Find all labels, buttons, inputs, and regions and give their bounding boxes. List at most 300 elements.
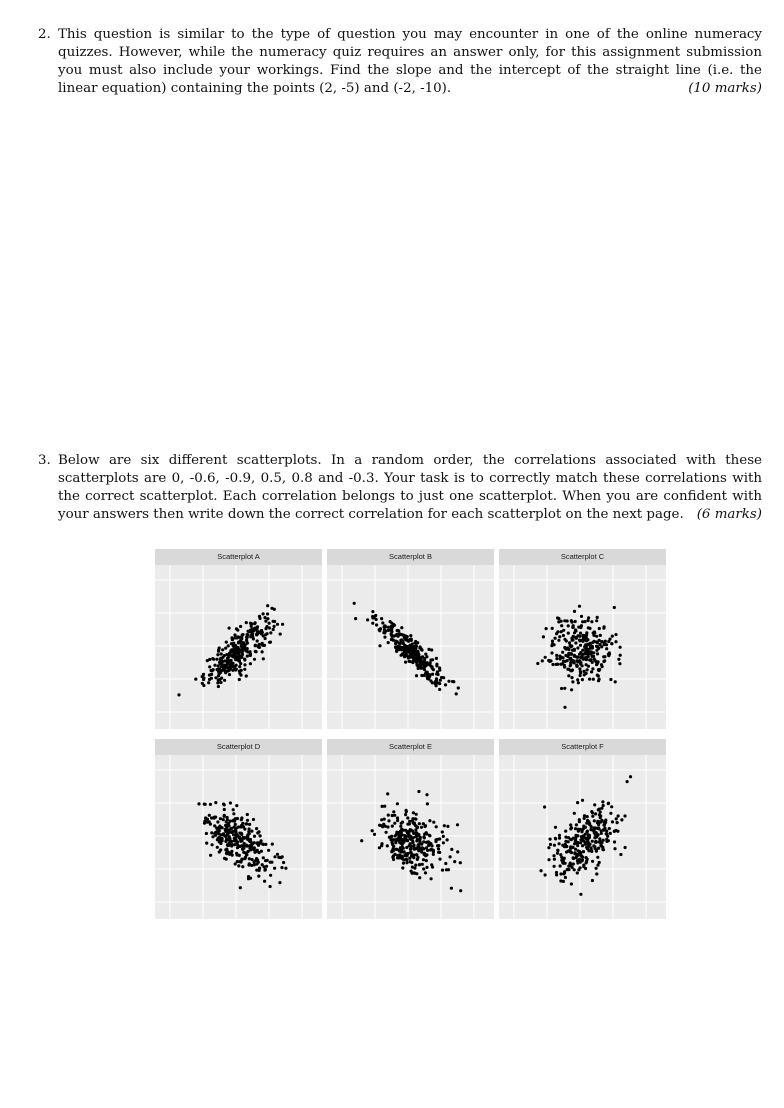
scatter-point (444, 683, 447, 686)
scatter-point (393, 822, 396, 825)
scatter-point (213, 664, 216, 667)
scatter-point (435, 825, 438, 828)
scatter-point (236, 629, 239, 632)
scatter-point (405, 852, 408, 855)
scatter-point (586, 650, 589, 653)
scatter-point (611, 820, 614, 823)
scatter-point (595, 640, 598, 643)
scatter-point (249, 662, 252, 665)
scatter-point (396, 816, 399, 819)
scatter-point (262, 856, 265, 859)
scatter-point (593, 659, 596, 662)
scatter-point (230, 659, 233, 662)
scatter-point (579, 626, 582, 629)
scatter-point (555, 663, 558, 666)
scatter-point (566, 668, 569, 671)
scatter-point (386, 844, 389, 847)
scatter-point (429, 661, 432, 664)
scatter-point (406, 816, 409, 819)
scatter-point (231, 638, 234, 641)
scatter-point (354, 617, 357, 620)
scatter-point (408, 660, 411, 663)
scatter-point (600, 645, 603, 648)
scatter-point (408, 835, 411, 838)
scatter-point (591, 840, 594, 843)
scatter-point (269, 641, 272, 644)
scatter-point (381, 825, 384, 828)
scatter-point (216, 681, 219, 684)
scatter-point (253, 658, 256, 661)
scatter-point (591, 811, 594, 814)
scatter-point (237, 659, 240, 662)
scatter-point (426, 677, 429, 680)
scatter-point (232, 655, 235, 658)
scatter-point (609, 678, 612, 681)
scatter-point (573, 812, 576, 815)
scatter-point (395, 831, 398, 834)
scatter-point (577, 681, 580, 684)
scatter-point (571, 680, 574, 683)
scatter-point (618, 662, 621, 665)
scatter-point (392, 858, 395, 861)
scatter-point (569, 661, 572, 664)
scatter-point (215, 658, 218, 661)
scatter-point (572, 659, 575, 662)
scatter-point (581, 836, 584, 839)
scatter-point (263, 880, 266, 883)
scatter-point (438, 688, 441, 691)
scatter-point (626, 780, 629, 783)
scatter-point (256, 849, 259, 852)
scatter-point (405, 830, 408, 833)
scatter-point (588, 834, 591, 837)
scatter-point (623, 814, 626, 817)
scatter-point (598, 861, 601, 864)
scatter-point (561, 844, 564, 847)
scatter-point (420, 826, 423, 829)
scatter-point (610, 805, 613, 808)
scatter-point (217, 648, 220, 651)
scatter-point (242, 847, 245, 850)
scatter-point (383, 818, 386, 821)
scatter-point (551, 627, 554, 630)
scatter-point (581, 678, 584, 681)
scatter-point (578, 605, 581, 608)
scatter-point (381, 621, 384, 624)
scatter-point (432, 668, 435, 671)
scatter-point (588, 843, 591, 846)
scatter-point (219, 817, 222, 820)
scatter-point (594, 841, 597, 844)
panel-title: Scatterplot A (155, 549, 322, 565)
scatter-point (243, 663, 246, 666)
scatter-point (411, 652, 414, 655)
scatter-point (177, 693, 180, 696)
scatter-point (279, 633, 282, 636)
scatter-point (387, 819, 390, 822)
scatter-point (415, 813, 418, 816)
scatter-point (228, 627, 231, 630)
scatter-point (405, 861, 408, 864)
scatter-point (591, 860, 594, 863)
scatter-point (256, 859, 259, 862)
scatter-point (230, 831, 233, 834)
scatter-point (389, 838, 392, 841)
scatter-point (422, 835, 425, 838)
scatter-point (387, 814, 390, 817)
scatter-point (563, 664, 566, 667)
scatter-point (428, 841, 431, 844)
scatter-point (569, 838, 572, 841)
scatter-point (409, 634, 412, 637)
scatter-point (558, 837, 561, 840)
scatter-point (603, 655, 606, 658)
scatter-point (253, 835, 256, 838)
scatter-point (418, 822, 421, 825)
scatter-point (230, 844, 233, 847)
scatter-point (413, 867, 416, 870)
scatter-point (402, 847, 405, 850)
scatterplot-c (499, 565, 666, 729)
question-text: Below are six different scatterplots. In a random order, the correlations associated with these scatterplots are 0, -0.6, -0.9, 0.5, 0.8 and -0.3. Your task is to correctly match these correlations with the correct scatterplot. Each correlation belongs to just one scatterplot. When you are confident with your answers then write down the correct correlation for each scatterplot on the next page. (58, 453, 762, 522)
scatter-point (595, 872, 598, 875)
scatter-point (578, 818, 581, 821)
scatter-point (593, 803, 596, 806)
scatter-point (258, 617, 261, 620)
scatter-point (570, 826, 573, 829)
scatter-point (619, 646, 622, 649)
scatter-point (402, 850, 405, 853)
scatterplot-grid (155, 549, 667, 923)
scatter-point (278, 881, 281, 884)
scatter-point (554, 637, 557, 640)
scatter-point (578, 660, 581, 663)
scatter-point (573, 631, 576, 634)
scatter-point (371, 622, 374, 625)
scatter-point (378, 846, 381, 849)
scatter-point (578, 853, 581, 856)
scatter-point (457, 686, 460, 689)
scatter-point (598, 837, 601, 840)
scatter-point (557, 639, 560, 642)
scatter-point (259, 834, 262, 837)
scatter-point (579, 674, 582, 677)
scatter-point (438, 682, 441, 685)
scatter-point (231, 669, 234, 672)
scatter-point (583, 817, 586, 820)
scatter-point (575, 823, 578, 826)
scatter-point (567, 624, 570, 627)
scatter-point (225, 858, 228, 861)
scatter-point (248, 857, 251, 860)
scatterplot-panel-e (327, 739, 494, 919)
scatter-point (227, 644, 230, 647)
scatter-point (262, 634, 265, 637)
scatter-point (598, 820, 601, 823)
scatter-point (563, 687, 566, 690)
scatter-point (425, 866, 428, 869)
scatter-point (217, 685, 220, 688)
scatter-point (576, 678, 579, 681)
scatter-point (233, 647, 236, 650)
scatter-point (401, 841, 404, 844)
scatter-point (238, 636, 241, 639)
scatter-point (589, 651, 592, 654)
scatter-point (202, 678, 205, 681)
scatter-point (243, 643, 246, 646)
scatter-point (371, 616, 374, 619)
scatter-point (223, 679, 226, 682)
scatter-point (562, 880, 565, 883)
scatter-point (585, 831, 588, 834)
scatter-point (579, 841, 582, 844)
scatter-point (581, 649, 584, 652)
scatter-point (395, 848, 398, 851)
scatter-point (569, 864, 572, 867)
scatter-point (425, 859, 428, 862)
scatter-point (619, 853, 622, 856)
scatter-point (394, 646, 397, 649)
scatter-point (564, 830, 567, 833)
scatter-point (247, 875, 250, 878)
scatter-point (225, 653, 228, 656)
scatter-point (444, 862, 447, 865)
scatter-point (380, 842, 383, 845)
scatter-point (411, 643, 414, 646)
scatter-point (211, 835, 214, 838)
scatter-point (587, 655, 590, 658)
scatter-point (591, 667, 594, 670)
scatter-point (591, 879, 594, 882)
scatter-point (412, 836, 415, 839)
scatter-point (254, 644, 257, 647)
scatter-point (420, 674, 423, 677)
scatter-point (240, 858, 243, 861)
scatter-point (248, 650, 251, 653)
scatter-point (579, 866, 582, 869)
scatter-point (209, 803, 212, 806)
scatter-point (425, 841, 428, 844)
scatter-point (600, 663, 603, 666)
scatter-point (230, 840, 233, 843)
scatter-point (246, 836, 249, 839)
scatter-point (587, 820, 590, 823)
scatter-point (551, 640, 554, 643)
scatter-point (416, 856, 419, 859)
scatter-point (222, 667, 225, 670)
scatter-point (559, 657, 562, 660)
scatter-point (397, 854, 400, 857)
scatter-point (574, 628, 577, 631)
scatter-point (259, 630, 262, 633)
scatter-point (553, 858, 556, 861)
scatter-point (412, 811, 415, 814)
question-number: 3. (38, 453, 51, 468)
scatter-point (601, 846, 604, 849)
scatter-point (435, 663, 438, 666)
scatter-point (429, 673, 432, 676)
scatter-point (541, 659, 544, 662)
scatter-point (409, 860, 412, 863)
scatter-point (266, 612, 269, 615)
scatter-point (602, 804, 605, 807)
scatter-point (425, 672, 428, 675)
scatter-point (547, 858, 550, 861)
scatter-point (414, 817, 417, 820)
scatter-point (208, 674, 211, 677)
scatter-point (597, 674, 600, 677)
scatter-point (224, 647, 227, 650)
scatter-point (210, 816, 213, 819)
scatter-point (240, 825, 243, 828)
scatter-point (605, 833, 608, 836)
scatter-point (582, 653, 585, 656)
scatter-point (203, 803, 206, 806)
scatter-point (241, 865, 244, 868)
scatter-point (559, 864, 562, 867)
scatter-point (435, 684, 438, 687)
scatter-point (273, 620, 276, 623)
scatter-point (430, 877, 433, 880)
scatter-point (253, 622, 256, 625)
scatter-point (390, 850, 393, 853)
scatter-point (273, 867, 276, 870)
scatter-point (572, 624, 575, 627)
scatter-point (234, 833, 237, 836)
scatter-point (418, 863, 421, 866)
scatter-point (567, 840, 570, 843)
scatter-point (246, 641, 249, 644)
scatter-point (378, 629, 381, 632)
scatter-point (599, 810, 602, 813)
scatter-point (620, 818, 623, 821)
scatter-point (429, 848, 432, 851)
scatter-point (585, 633, 588, 636)
scatter-point (595, 663, 598, 666)
scatter-point (450, 848, 453, 851)
scatter-point (611, 635, 614, 638)
scatter-point (240, 816, 243, 819)
scatter-point (429, 658, 432, 661)
scatter-point (264, 627, 267, 630)
scatter-point (248, 832, 251, 835)
scatter-point (595, 635, 598, 638)
scatter-point (257, 645, 260, 648)
scatter-point (601, 800, 604, 803)
scatter-point (581, 858, 584, 861)
scatter-point (570, 882, 573, 885)
scatter-point (246, 655, 249, 658)
scatter-point (281, 623, 284, 626)
scatter-point (384, 629, 387, 632)
scatter-point (273, 855, 276, 858)
scatter-point (555, 654, 558, 657)
scatter-point (570, 645, 573, 648)
scatter-point (602, 660, 605, 663)
scatter-point (241, 633, 244, 636)
scatter-point (556, 852, 559, 855)
scatter-point (405, 653, 408, 656)
scatter-point (589, 846, 592, 849)
scatter-point (576, 871, 579, 874)
scatter-point (418, 645, 421, 648)
scatter-point (415, 674, 418, 677)
scatter-point (253, 841, 256, 844)
question-body (58, 26, 762, 98)
scatter-point (594, 812, 597, 815)
scatter-point (218, 826, 221, 829)
scatter-point (243, 658, 246, 661)
scatter-point (547, 846, 550, 849)
scatter-point (422, 867, 425, 870)
scatter-point (384, 625, 387, 628)
scatter-point (442, 841, 445, 844)
scatter-point (396, 802, 399, 805)
scatter-point (561, 861, 564, 864)
scatter-point (227, 822, 230, 825)
scatter-point (591, 815, 594, 818)
scatter-point (399, 825, 402, 828)
scatter-point (570, 845, 573, 848)
scatter-point (556, 616, 559, 619)
scatter-point (233, 633, 236, 636)
scatter-point (582, 864, 585, 867)
scatter-point (215, 826, 218, 829)
scatter-point (238, 835, 241, 838)
scatter-point (383, 636, 386, 639)
scatter-point (399, 838, 402, 841)
scatter-point (579, 632, 582, 635)
scatter-point (394, 642, 397, 645)
scatter-point (245, 621, 248, 624)
scatter-point (410, 851, 413, 854)
scatter-point (222, 803, 225, 806)
scatter-point (437, 847, 440, 850)
scatter-point (385, 831, 388, 834)
scatter-point (560, 624, 563, 627)
scatter-point (559, 872, 562, 875)
scatter-point (593, 826, 596, 829)
question-3 (38, 452, 762, 524)
scatter-point (422, 858, 425, 861)
scatter-point (404, 813, 407, 816)
scatter-point (203, 820, 206, 823)
scatter-point (410, 847, 413, 850)
scatter-point (261, 642, 264, 645)
scatter-point (619, 654, 622, 657)
scatter-point (453, 860, 456, 863)
scatter-point (597, 668, 600, 671)
question-2-marks: (10 marks) (688, 81, 762, 96)
scatter-point (418, 876, 421, 879)
scatter-point (261, 863, 264, 866)
scatter-point (576, 656, 579, 659)
scatter-point (211, 669, 214, 672)
scatter-point (563, 857, 566, 860)
scatter-point (246, 819, 249, 822)
scatter-point (397, 629, 400, 632)
scatter-point (390, 628, 393, 631)
scatter-point (251, 858, 254, 861)
scatter-point (435, 679, 438, 682)
scatter-point (366, 618, 369, 621)
scatter-point (603, 823, 606, 826)
scatter-point (574, 838, 577, 841)
panel-title: Scatterplot F (499, 739, 666, 755)
scatter-point (588, 823, 591, 826)
scatter-point (595, 619, 598, 622)
scatter-point (597, 679, 600, 682)
